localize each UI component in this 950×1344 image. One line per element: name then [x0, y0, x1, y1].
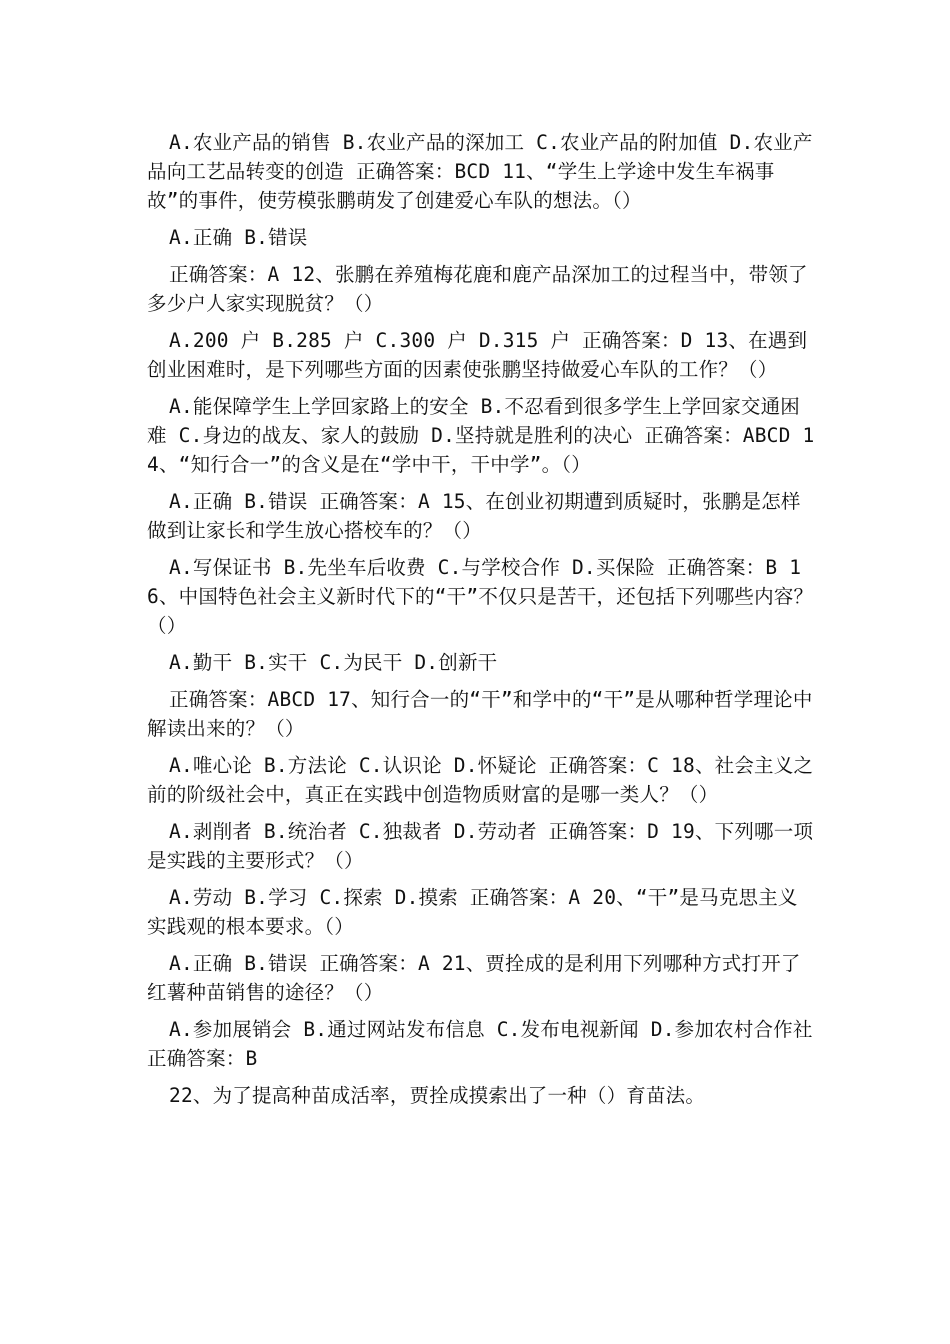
paragraph-11: A.剥削者 B.统治者 C.独裁者 D.劳动者 正确答案：D 19、下列哪一项是实践的主要形式？（）	[147, 820, 814, 872]
paragraph-5: A.能保障学生上学回家路上的安全 B.不忍看到很多学生上学回家交通困难 C.身边的战友、家人的鼓励 D.坚持就是胜利的决心 正确答案：ABCD 14、“知行合一”的含义是在“学中干，干中学”。（）	[147, 395, 815, 476]
paragraph-6: A.正确 B.错误 正确答案：A 15、在创业初期遭到质疑时，张鹏是怎样做到让家长和学生放心搭校车的？（）	[147, 490, 801, 542]
paragraph-9: 正确答案：ABCD 17、知行合一的“干”和学中的“干”是从哪种哲学理论中解读出来的？（）	[147, 688, 813, 740]
paragraph-10: A.唯心论 B.方法论 C.认识论 D.怀疑论 正确答案：C 18、社会主义之前的阶级社会中，真正在实践中创造物质财富的是哪一类人？（）	[147, 754, 814, 806]
paragraph-3: 正确答案：A 12、张鹏在养殖梅花鹿和鹿产品深加工的过程当中，带领了多少户人家实现脱贫？（）	[147, 263, 808, 315]
paragraph-8: A.勤干 B.实干 C.为民干 D.创新干	[169, 651, 498, 674]
paragraph-15: 22、为了提高种苗成活率，贾拴成摸索出了一种（）育苗法。	[169, 1084, 706, 1107]
document-body	[147, 128, 817, 1118]
paragraph-1: A.农业产品的销售 B.农业产品的深加工 C.农业产品的附加值 D.农业产品向工艺品转变的创造 正确答案：BCD 11、“学生上学途中发生车祸事故”的事件，使劳模张鹏萌发了创建爱心车队的想法。（）	[147, 131, 813, 212]
paragraph-12: A.劳动 B.学习 C.探索 D.摸索 正确答案：A 20、“干”是马克思主义实践观的根本要求。（）	[147, 886, 798, 938]
paragraph-2: A.正确 B.错误	[169, 226, 308, 249]
paragraph-13: A.正确 B.错误 正确答案：A 21、贾拴成的是利用下列哪种方式打开了红薯种苗销售的途径？（）	[147, 952, 801, 1004]
paragraph-4: A.200 户 B.285 户 C.300 户 D.315 户 正确答案：D 13、在遇到创业困难时，是下列哪些方面的因素使张鹏坚持做爱心车队的工作？（）	[147, 329, 808, 381]
paragraph-14: A.参加展销会 B.通过网站发布信息 C.发布电视新闻 D.参加农村合作社 正确答案：B	[147, 1018, 813, 1070]
paragraph-7: A.写保证书 B.先坐车后收费 C.与学校合作 D.买保险 正确答案：B 16、中国特色社会主义新时代下的“干”不仅只是苦干，还包括下列哪些内容？（）	[147, 556, 814, 637]
